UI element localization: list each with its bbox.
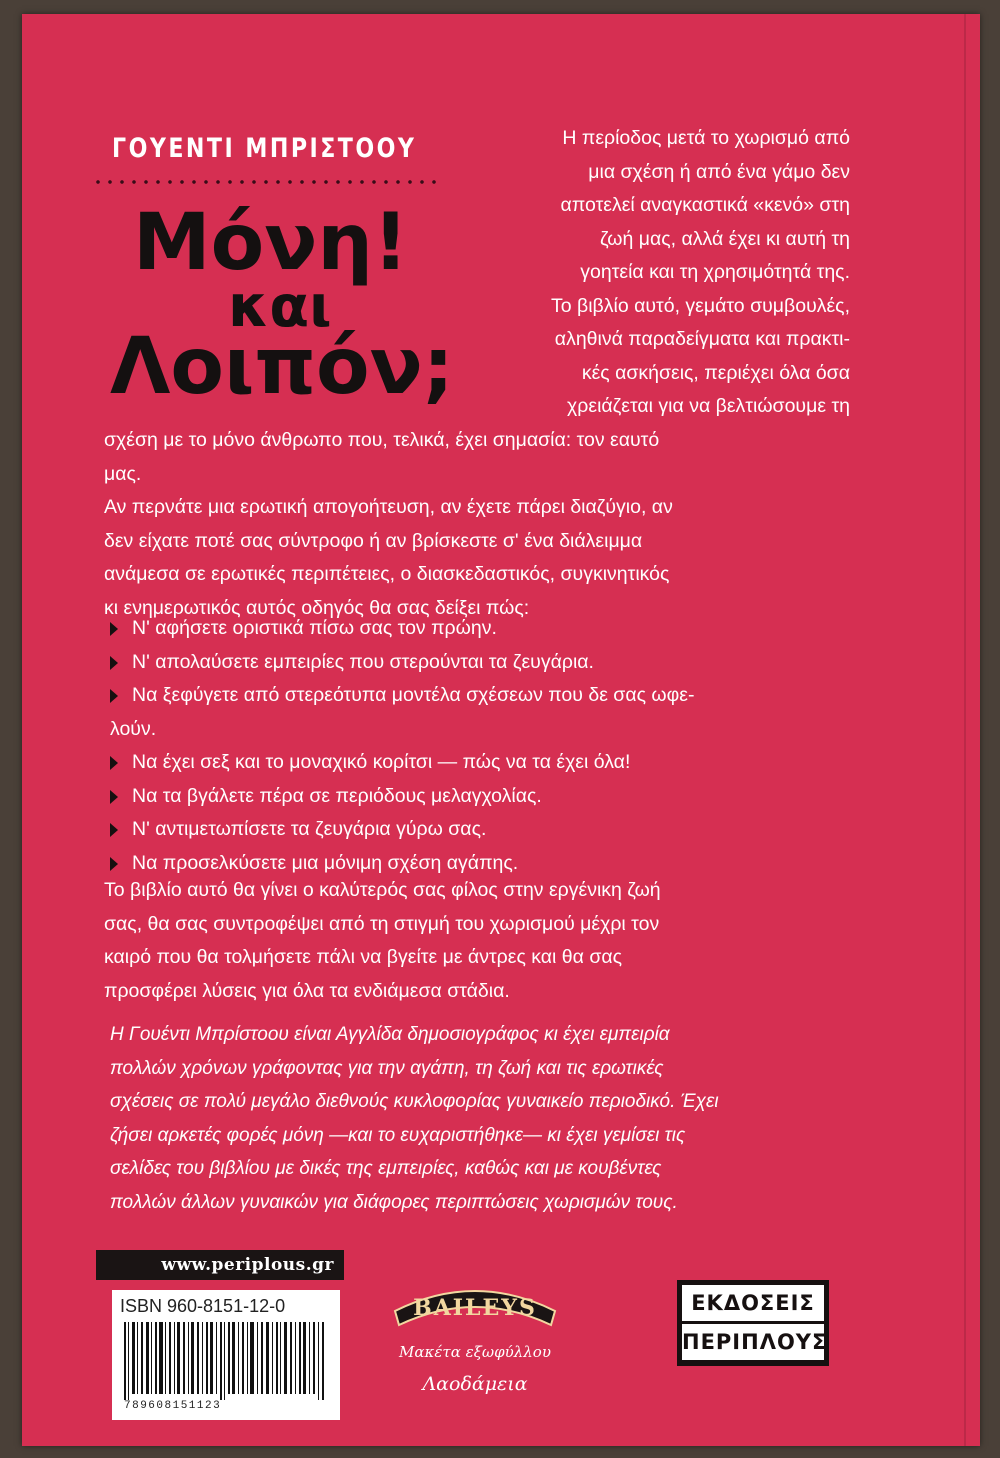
bullet-icon bbox=[110, 756, 118, 770]
paragraph-2 bbox=[104, 491, 854, 625]
isbn-barcode-box bbox=[112, 1290, 340, 1420]
paragraph-line: σας, θα σας συντροφέψει από τη στιγμή του χωρισμού μέχρι τον bbox=[104, 912, 660, 935]
list-item: Να προσελκύσετε μια μόνιμη σχέση αγάπης. bbox=[110, 847, 860, 881]
blurb-line: ζωή μας, αλλά έχει κι αυτή τη bbox=[599, 227, 850, 250]
bio-line: Η Γουέντι Μπρίστοου είναι Αγγλίδα δημοσιογράφος κι έχει εμπειρία bbox=[110, 1024, 670, 1045]
blurb-line: Η περίοδος μετά το χωρισμό από bbox=[562, 127, 850, 149]
author-bio bbox=[110, 1018, 858, 1219]
blurb-line: αληθινά παραδείγματα και πρακτι- bbox=[554, 328, 850, 350]
bullet-icon bbox=[110, 622, 118, 636]
book-title-line-1: Μόνη! bbox=[133, 198, 409, 288]
dotted-divider bbox=[92, 180, 442, 184]
bullet-list bbox=[110, 612, 860, 880]
bullet-icon bbox=[110, 857, 118, 871]
paragraph-line: προσφέρει λύσεις για όλα τα ενδιάμεσα στάδια. bbox=[104, 979, 510, 1002]
bio-line: πολλών χρόνων γράφοντας για την αγάπη, τη ζωή και τις ερωτικές bbox=[110, 1057, 664, 1079]
paragraph-line: Το βιβλίο αυτό θα γίνει ο καλύτερός σας φίλος στην εργένικη ζωή bbox=[104, 879, 661, 901]
bio-line: σελίδες του βιβλίου με δικές της εμπειρίες, καθώς και με κουβέντες bbox=[110, 1158, 662, 1179]
book-title-line-3: Λοιπόν; bbox=[110, 322, 454, 412]
paragraph-line: καιρό που θα τολμήσετε πάλι να βγείτε με άντρες και θα σας bbox=[104, 946, 623, 968]
paragraph-3 bbox=[104, 874, 854, 1008]
paragraph-line: δεν είχατε ποτέ σας σύντροφο ή αν βρίσκεστε σ' ένα διάλειμμα bbox=[104, 529, 643, 552]
blurb-continued bbox=[104, 424, 854, 491]
publisher-logo bbox=[677, 1280, 829, 1366]
baileys-logo-text: BAILEYS bbox=[413, 1295, 537, 1321]
list-item: Ν' αντιμετωπίσετε τα ζευγάρια γύρω σας. bbox=[110, 813, 860, 847]
bio-line: πολλών άλλων γυναικών για διάφορες περιπτώσεις χωρισμών τους. bbox=[110, 1191, 678, 1213]
list-item: Ν' αφήσετε οριστικά πίσω σας τον πρώην. bbox=[110, 612, 860, 646]
paragraph-line: ανάμεσα σε ερωτικές περιπέτειες, ο διασκεδαστικός, συγκινητικός bbox=[104, 563, 670, 585]
designer-signature: Λαοδάμεια bbox=[422, 1373, 528, 1395]
list-item: Να τα βγάλετε πέρα σε περιόδους μελαγχολίας. bbox=[110, 780, 860, 814]
blurb-line: κές ασκήσεις, περιέχει όλα όσα bbox=[581, 361, 850, 384]
bullet-icon bbox=[110, 656, 118, 670]
bio-line: ζήσει αρκετές φορές μόνη —και το ευχαριστήθηκε— κι έχει γεμίσει τις bbox=[110, 1124, 686, 1146]
barcode-icon bbox=[122, 1322, 330, 1400]
publisher-line-2: ΠΕΡΙΠΛΟΥΣ bbox=[682, 1324, 824, 1360]
blurb-line: μια σχέση ή από ένα γάμο δεν bbox=[588, 160, 850, 183]
paragraph-line: κι ενημερωτικός αυτός οδηγός θα σας δείξει πώς: bbox=[104, 596, 530, 619]
book-title-line-2: και bbox=[228, 272, 332, 340]
bullet-icon bbox=[110, 790, 118, 804]
isbn-label: ISBN 960-8151-12-0 bbox=[120, 1296, 286, 1316]
list-item-continuation: λούν. bbox=[110, 717, 157, 740]
blurb-line: γοητεία και τη χρησιμότητά της. bbox=[580, 261, 850, 283]
blurb-line: αποτελεί αναγκαστικά «κενό» στη bbox=[560, 194, 850, 216]
blurb-line: μας. bbox=[104, 462, 142, 485]
list-item: Ν' απολαύσετε εμπειρίες που στερούνται τα ζευγάρια. bbox=[110, 646, 860, 680]
bullet-icon bbox=[110, 689, 118, 703]
blurb-line: χρειάζεται για να βελτιώσουμε τη bbox=[567, 395, 850, 417]
website-link[interactable]: www.periplous.gr bbox=[96, 1250, 344, 1280]
spine-crease bbox=[964, 14, 966, 1446]
blurb-line: Το βιβλίο αυτό, γεμάτο συμβουλές, bbox=[550, 294, 850, 317]
baileys-logo bbox=[385, 1275, 565, 1335]
cover-design-caption: Μακέτα εξωφύλλου bbox=[399, 1343, 551, 1361]
bullet-icon bbox=[110, 823, 118, 837]
blurb-intro bbox=[450, 122, 850, 424]
paragraph-line: Αν περνάτε μια ερωτική απογοήτευση, αν έχετε πάρει διαζύγιο, αν bbox=[104, 496, 673, 518]
publisher-line-1: ΕΚΔΟΣΕΙΣ bbox=[682, 1285, 824, 1321]
bio-line: σχέσεις σε πολύ μεγάλο διεθνούς κυκλοφορίας γυναικείο περιοδικό. Έχει bbox=[110, 1091, 719, 1112]
author-name: ΓΟΥΕΝΤΙ ΜΠΡΙΣΤΟΟΥ bbox=[112, 133, 417, 164]
blurb-line: σχέση με το μόνο άνθρωπο που, τελικά, έχει σημασία: τον εαυτό bbox=[104, 429, 660, 451]
list-item: Να ξεφύγετε από στερεότυπα μοντέλα σχέσεων που δε σας ωφε- bbox=[110, 679, 860, 713]
barcode-number: 789608151123 bbox=[124, 1400, 222, 1412]
list-item: Να έχει σεξ και το μοναχικό κορίτσι — πώς να τα έχει όλα! bbox=[110, 746, 860, 780]
